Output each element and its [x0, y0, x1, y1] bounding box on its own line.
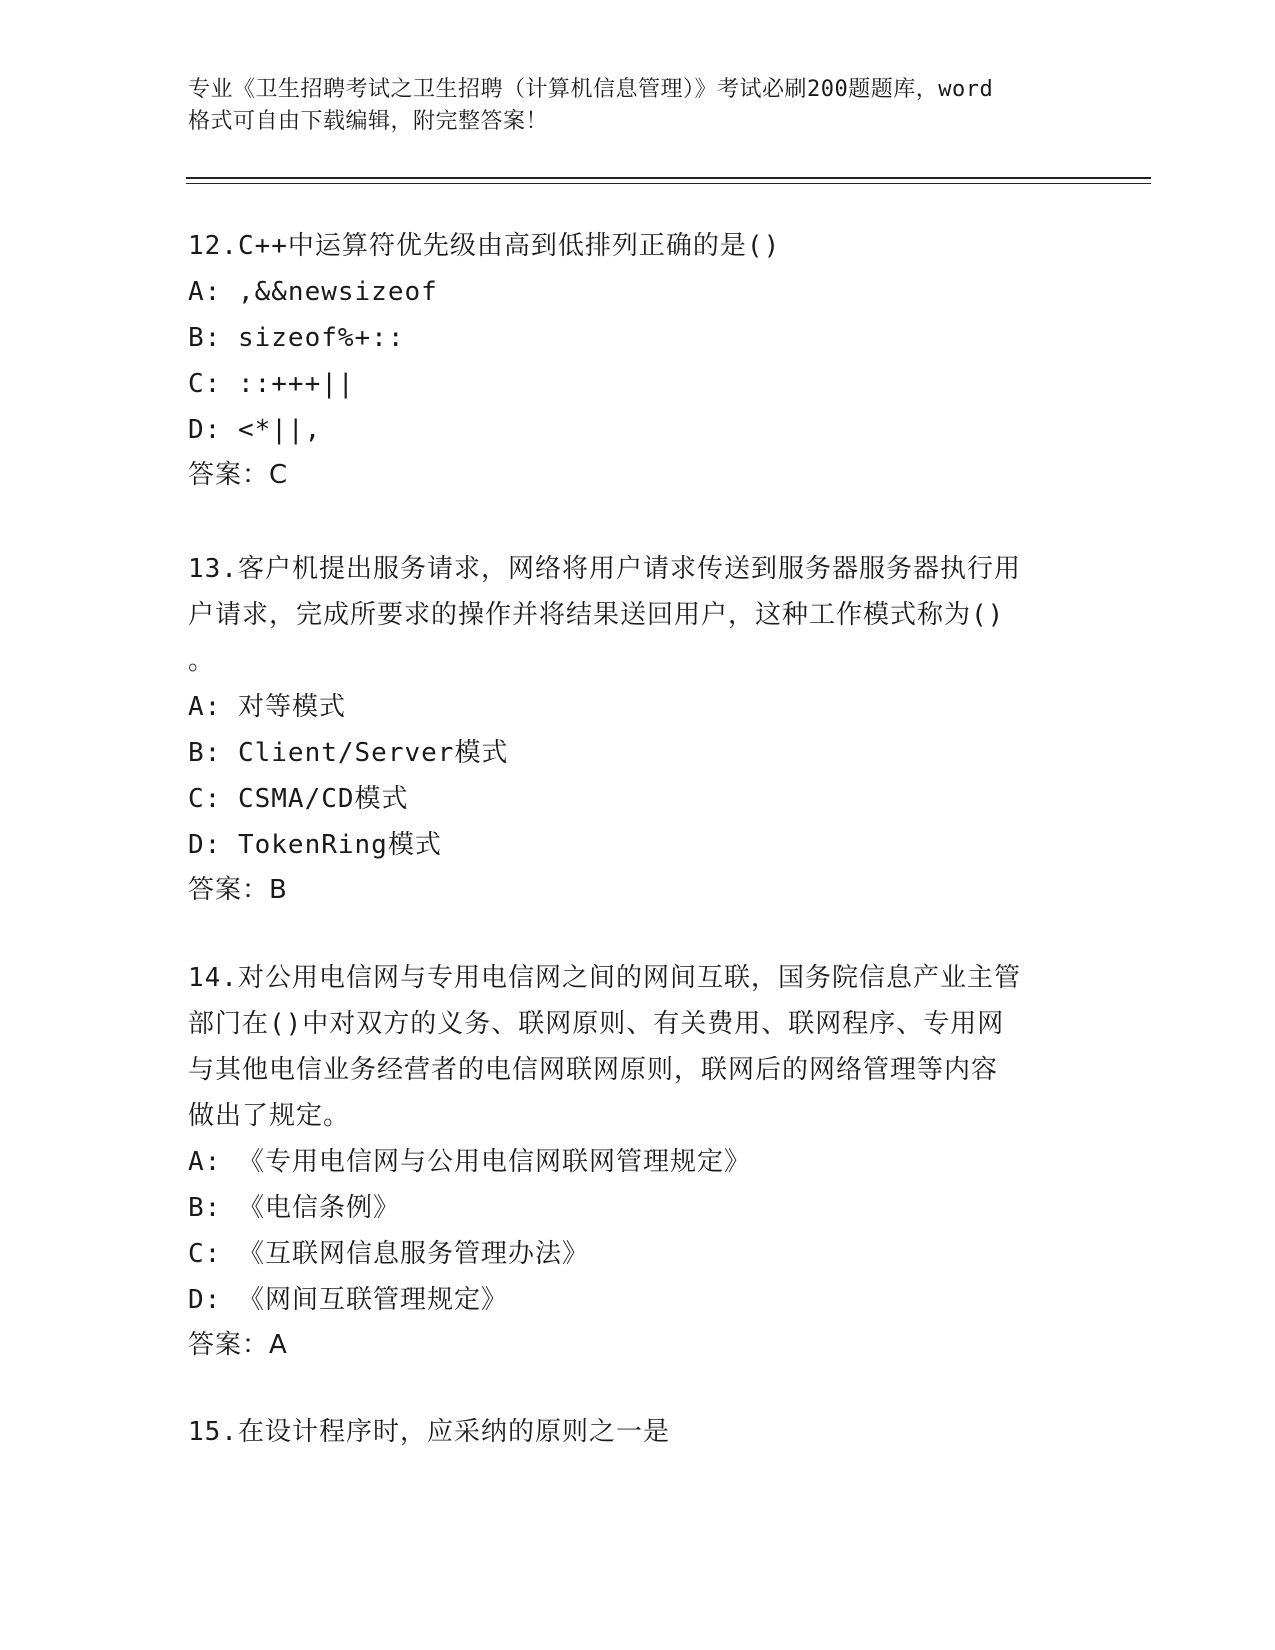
option-b: B: Client/Server模式: [188, 738, 509, 768]
header-line-2: 格式可自由下载编辑，附完整答案！: [188, 109, 549, 134]
question-stem-line-3: 与其他电信业务经营者的电信网联网原则，联网后的网络管理等内容: [188, 1055, 999, 1085]
question-stem-line-1: 14.对公用电信网与专用电信网之间的网间互联，国务院信息产业主管: [188, 963, 1021, 993]
option-c: C: CSMA/CD模式: [188, 784, 409, 814]
option-c: C: 《互联网信息服务管理办法》: [188, 1239, 589, 1269]
question-stem-line-2: 部门在()中对双方的义务、联网原则、有关费用、联网程序、专用网: [188, 1009, 1005, 1039]
header-divider-thick: [186, 177, 1151, 179]
document-header: [188, 74, 1088, 138]
option-c: C: ::+++||: [188, 369, 355, 399]
header-line-1: 专业《卫生招聘考试之卫生招聘（计算机信息管理）》考试必刷200题题库，word: [188, 77, 994, 102]
option-b: B: 《电信条例》: [188, 1193, 400, 1223]
question-15: [188, 1409, 1088, 1455]
question-stem: 12.C++中运算符优先级由高到低排列正确的是(): [188, 231, 781, 261]
question-stem-line-2: 户请求，完成所要求的操作并将结果送回用户，这种工作模式称为(): [188, 600, 1005, 630]
option-a: A: 《专用电信网与公用电信网联网管理规定》: [188, 1147, 751, 1177]
question-stem-line-3: 。: [188, 646, 216, 676]
question-stem-line-1: 13.客户机提出服务请求，网络将用户请求传送到服务器服务器执行用: [188, 554, 1021, 584]
option-d: D: 《网间互联管理规定》: [188, 1285, 508, 1315]
header-divider-thin: [186, 183, 1151, 184]
question-13: [188, 546, 1088, 912]
option-d: D: <*||,: [188, 415, 322, 445]
option-b: B: sizeof%+::: [188, 323, 405, 353]
question-12: [188, 223, 1088, 497]
option-a: A: ,&&newsizeof: [188, 277, 438, 307]
question-stem: 15.在设计程序时，应采纳的原则之一是: [188, 1417, 670, 1447]
answer: 答案：B: [188, 875, 288, 905]
option-d: D: TokenRing模式: [188, 830, 442, 860]
question-stem-line-4: 做出了规定。: [188, 1101, 351, 1131]
answer: 答案：A: [188, 1330, 288, 1360]
question-14: [188, 955, 1088, 1367]
option-a: A: 对等模式: [188, 692, 346, 722]
answer: 答案：C: [188, 460, 289, 490]
